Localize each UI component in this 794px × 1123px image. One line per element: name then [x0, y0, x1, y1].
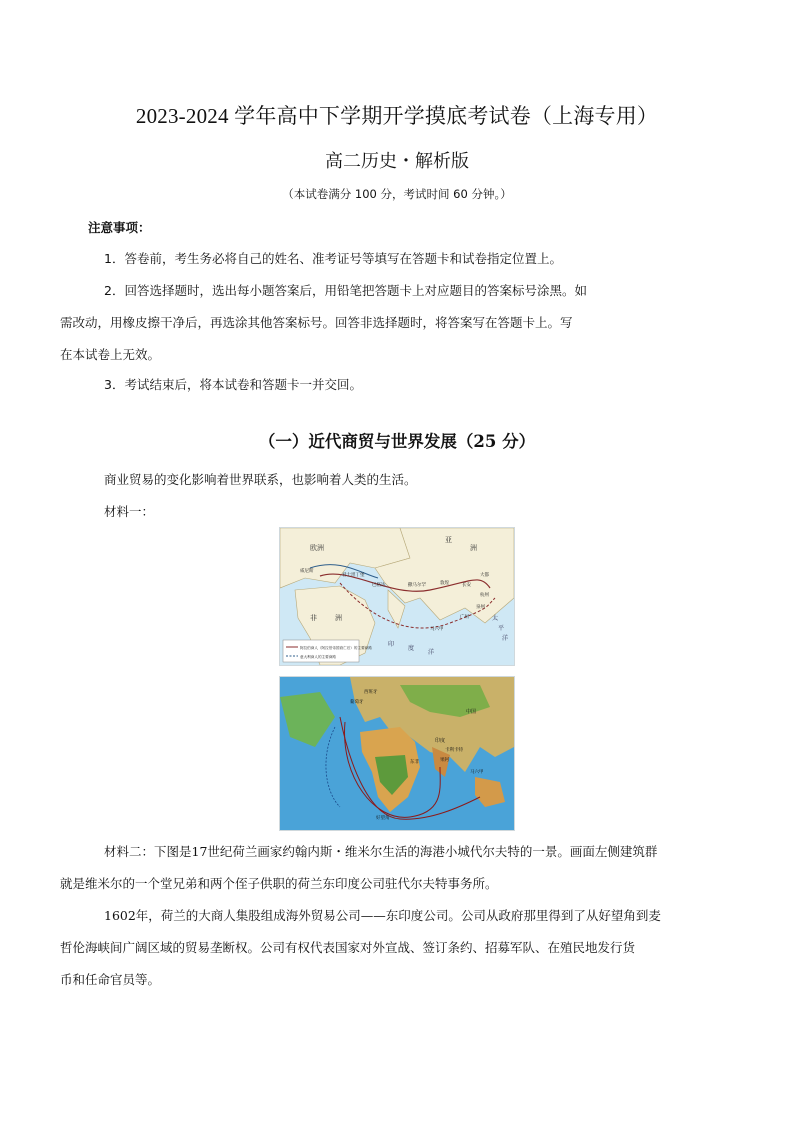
map1-label: 撒马尔罕	[408, 583, 426, 588]
section-intro: 商业贸易的变化影响着世界联系，也影响着人类的生活。	[104, 472, 417, 487]
map2-label: 马六甲	[470, 770, 484, 775]
notice-line: 1．答卷前，考生务必将自己的姓名、准考证号等填写在答题卡和试卷指定位置上。	[104, 251, 562, 266]
map1-label: 太	[492, 615, 499, 622]
material2-line: 1602年，荷兰的大商人集股组成海外贸易公司——东印度公司。公司从政府那里得到了从好望角到麦	[104, 908, 661, 923]
map1-label: 度	[408, 645, 415, 652]
notice-line: 2．回答选择题时，选出每小题答案后，用铅笔把答题卡上对应题目的答案标号涂黑。如	[104, 283, 587, 298]
map2-label: 印度	[435, 738, 446, 744]
map1-label: 欧洲	[310, 544, 324, 552]
page-title: 2023-2024 学年高中下学期开学摸底考试卷（上海专用）	[135, 104, 659, 128]
map1-label: 亚	[445, 536, 452, 544]
notice-title: 注意事项：	[88, 220, 151, 235]
map1-label: 威尼斯	[300, 569, 314, 574]
map1-label: 泉州	[476, 605, 485, 610]
map2-label: 中国	[466, 709, 477, 715]
map1-label: 洋	[428, 649, 435, 656]
map2-label: 葡萄牙	[350, 700, 364, 705]
sea-route-map	[279, 676, 515, 831]
notice-line: 需改动，用橡皮擦干净后，再选涂其他答案标号。回答非选择题时，将答案写在答题卡上。写	[60, 315, 573, 330]
notice-line: 3．考试结束后，将本试卷和答题卡一并交回。	[104, 377, 362, 392]
map1-label: 广州	[460, 615, 469, 620]
map2-label: 果阿	[440, 758, 449, 763]
map2-label: 好望角	[376, 816, 390, 821]
section-title: （一）近代商贸与世界发展（25 分）	[258, 432, 536, 451]
map1-label: 洲	[335, 614, 342, 622]
map2-label: 卡利卡特	[445, 748, 463, 753]
map2-label: 西班牙	[364, 690, 378, 695]
map1-label: 洋	[502, 635, 509, 642]
map1-label: 巴格达	[372, 583, 386, 588]
map1-label: 非	[310, 614, 317, 622]
map1-label: 大都	[480, 573, 489, 578]
map1-label: 平	[498, 625, 505, 632]
map1-legend-item: 阿拉伯商人（阿拉伯帝国衰亡后）的主要商路	[300, 646, 372, 650]
material2-line: 材料二：下图是17世纪荷兰画家约翰内斯・维米尔生活的海港小城代尔夫特的一景。画面左侧建筑群	[104, 844, 658, 859]
map1-label: 长安	[462, 583, 471, 588]
map1-label: 君士坦丁堡	[342, 573, 365, 578]
material-label: 材料一：	[104, 504, 155, 519]
notice-line: 在本试卷上无效。	[60, 347, 161, 362]
exam-meta: （本试卷满分 100 分，考试时间 60 分钟。）	[282, 187, 512, 201]
map1-label: 洲	[470, 544, 477, 552]
page-subtitle: 高二历史・解析版	[325, 151, 469, 172]
map1-label: 马六甲	[430, 627, 444, 632]
map2-label: 东非	[410, 760, 419, 765]
map1-label: 杭州	[480, 593, 489, 598]
material2-line: 就是维米尔的一个堂兄弟和两个侄子供职的荷兰东印度公司驻代尔夫特事务所。	[60, 876, 498, 891]
map1-legend-item: 意大利商人的主要商路	[300, 655, 336, 659]
map1-label: 敦煌	[440, 581, 449, 586]
trade-route-map	[279, 527, 515, 666]
material2-line: 哲伦海峡间广阔区域的贸易垄断权。公司有权代表国家对外宣战、签订条约、招募军队、在殖民地发行货	[60, 940, 636, 955]
material2-line: 币和任命官员等。	[60, 972, 161, 987]
map1-label: 印	[388, 641, 395, 648]
